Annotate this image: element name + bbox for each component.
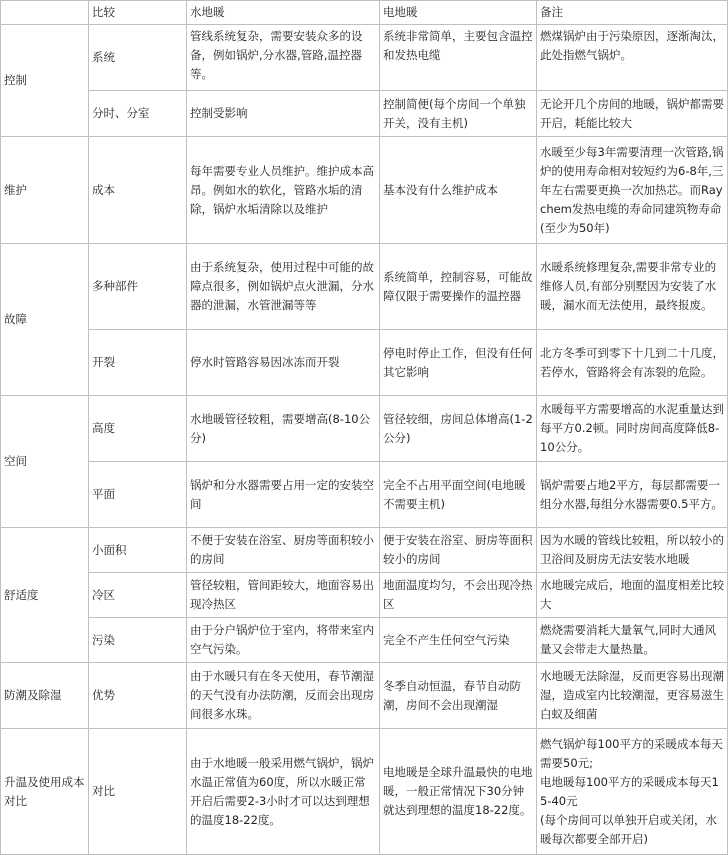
table-row xyxy=(1,25,728,91)
table-row xyxy=(1,618,728,663)
note-cell: 燃煤锅炉由于污染原因，逐渐淘汰，此处指燃气锅炉。 xyxy=(537,25,728,91)
electric-cell: 系统简单，控制容易，可能故障仅限于需要操作的温控器 xyxy=(380,244,537,330)
note-line: 电地暖每100平方的采暖成本每天15-40元 xyxy=(540,774,719,808)
electric-cell: 完全不占用平面空间(电地暖不需要主机) xyxy=(380,462,537,528)
electric-cell: 电地暖是全球升温最快的电地暖，一般正常情况下30分钟就达到理想的温度18-22度。 xyxy=(380,729,537,855)
note-cell xyxy=(537,729,728,855)
item-cell: 平面 xyxy=(89,462,187,528)
note-line: (每个房间可以单独开启或关闭，水暖每次都要全部开启) xyxy=(540,812,717,846)
note-cell: 水地暖完成后，地面的温度相差比较大 xyxy=(537,573,728,618)
water-cell: 管径较粗，管间距较大，地面容易出现冷热区 xyxy=(187,573,380,618)
header-blank xyxy=(1,1,89,25)
category-cell: 空间 xyxy=(1,396,89,528)
note-cell: 北方冬季可到零下十几到二十几度，若停水，管路将会有冻裂的危险。 xyxy=(537,330,728,396)
table-row xyxy=(1,462,728,528)
water-cell: 由于系统复杂，使用过程中可能的故障点很多，例如锅炉点火泄漏，分水器的泄漏，水管泄漏等等 xyxy=(187,244,380,330)
water-cell: 管线系统复杂，需要安装众多的设备，例如锅炉,分水器,管路,温控器等。 xyxy=(187,25,380,91)
header-notes: 备注 xyxy=(537,1,728,25)
table-row xyxy=(1,573,728,618)
table-row xyxy=(1,396,728,462)
water-cell: 控制受影响 xyxy=(187,91,380,137)
electric-cell: 完全不产生任何空气污染 xyxy=(380,618,537,663)
note-cell: 水暖至少每3年需要清理一次管路,锅炉的使用寿命相对较短约为6-8年,三年左右需要更换一次加热芯。而Raychem发热电缆的寿命同建筑物寿命(至少为50年) xyxy=(537,137,728,244)
note-cell: 燃烧需要消耗大量氧气,同时大通风量又会带走大量热量。 xyxy=(537,618,728,663)
table-row xyxy=(1,330,728,396)
item-cell: 对比 xyxy=(89,729,187,855)
note-cell: 水暖系统修理复杂,需要非常专业的维修人员,有部分别墅因为安装了水暖，漏水而无法使用，最终报废。 xyxy=(537,244,728,330)
electric-cell: 便于安装在浴室、厨房等面积较小的房间 xyxy=(380,528,537,573)
table-row xyxy=(1,729,728,855)
item-cell: 高度 xyxy=(89,396,187,462)
table-row xyxy=(1,244,728,330)
electric-cell: 系统非常简单，主要包含温控和发热电缆 xyxy=(380,25,537,91)
table-row xyxy=(1,663,728,729)
note-cell: 无论开几个房间的地暖，锅炉都需要开启，耗能比较大 xyxy=(537,91,728,137)
water-cell: 由于水暖只有在冬天使用，春节潮湿的天气没有办法防潮，反而会出现房间很多水珠。 xyxy=(187,663,380,729)
table-row xyxy=(1,91,728,137)
item-cell: 冷区 xyxy=(89,573,187,618)
note-cell: 锅炉需要占地2平方，每层都需要一组分水器,每组分水器需要0.5平方。 xyxy=(537,462,728,528)
category-cell: 舒适度 xyxy=(1,528,89,663)
category-cell: 控制 xyxy=(1,25,89,137)
water-cell: 停水时管路容易因冰冻而开裂 xyxy=(187,330,380,396)
category-cell: 升温及使用成本对比 xyxy=(1,729,89,855)
water-cell: 每年需要专业人员维护。维护成本高昂。例如水的软化，管路水垢的清除，锅炉水垢清除以及维护 xyxy=(187,137,380,244)
electric-cell: 基本没有什么维护成本 xyxy=(380,137,537,244)
item-cell: 污染 xyxy=(89,618,187,663)
item-cell: 系统 xyxy=(89,25,187,91)
item-cell: 分时、分室 xyxy=(89,91,187,137)
header-compare: 比较 xyxy=(89,1,187,25)
category-cell: 防潮及除湿 xyxy=(1,663,89,729)
item-cell: 优势 xyxy=(89,663,187,729)
note-cell: 因为水暖的管线比较粗，所以较小的卫浴间及厨房无法安装水地暖 xyxy=(537,528,728,573)
electric-cell: 冬季自动恒温，春节自动防潮，房间不会出现潮湿 xyxy=(380,663,537,729)
electric-cell: 停电时停止工作，但没有任何其它影响 xyxy=(380,330,537,396)
header-water-floor-heating: 水地暖 xyxy=(187,1,380,25)
electric-cell: 地面温度均匀，不会出现冷热区 xyxy=(380,573,537,618)
electric-cell: 管径较细，房间总体增高(1-2公分) xyxy=(380,396,537,462)
header-electric-floor-heating: 电地暖 xyxy=(380,1,537,25)
note-cell: 水地暖无法除湿，反而更容易出现潮湿，造成室内比较潮湿，更容易滋生白蚁及细菌 xyxy=(537,663,728,729)
category-cell: 故障 xyxy=(1,244,89,396)
item-cell: 开裂 xyxy=(89,330,187,396)
table-row xyxy=(1,137,728,244)
water-cell: 锅炉和分水器需要占用一定的安装空间 xyxy=(187,462,380,528)
water-cell: 不便于安装在浴室、厨房等面积较小的房间 xyxy=(187,528,380,573)
note-cell: 水暖每平方需要增高的水泥重量达到每平方0.2顿。同时房间高度降低8-10公分。 xyxy=(537,396,728,462)
water-cell: 水地暖管径较粗，需要增高(8-10公分) xyxy=(187,396,380,462)
table-row xyxy=(1,528,728,573)
note-line: 燃气锅炉每100平方的采暖成本每天需要50元; xyxy=(540,736,723,770)
category-cell: 维护 xyxy=(1,137,89,244)
water-cell: 由于分户锅炉位于室内，将带来室内空气污染。 xyxy=(187,618,380,663)
item-cell: 小面积 xyxy=(89,528,187,573)
item-cell: 多种部件 xyxy=(89,244,187,330)
item-cell: 成本 xyxy=(89,137,187,244)
electric-cell: 控制简便(每个房间一个单独开关，没有主机) xyxy=(380,91,537,137)
water-cell: 由于水地暖一般采用燃气锅炉，锅炉水温正常值为60度，所以水暖正常开启后需要2-3小时才可以达到理想的温度18-22度。 xyxy=(187,729,380,855)
header-row xyxy=(1,1,728,25)
